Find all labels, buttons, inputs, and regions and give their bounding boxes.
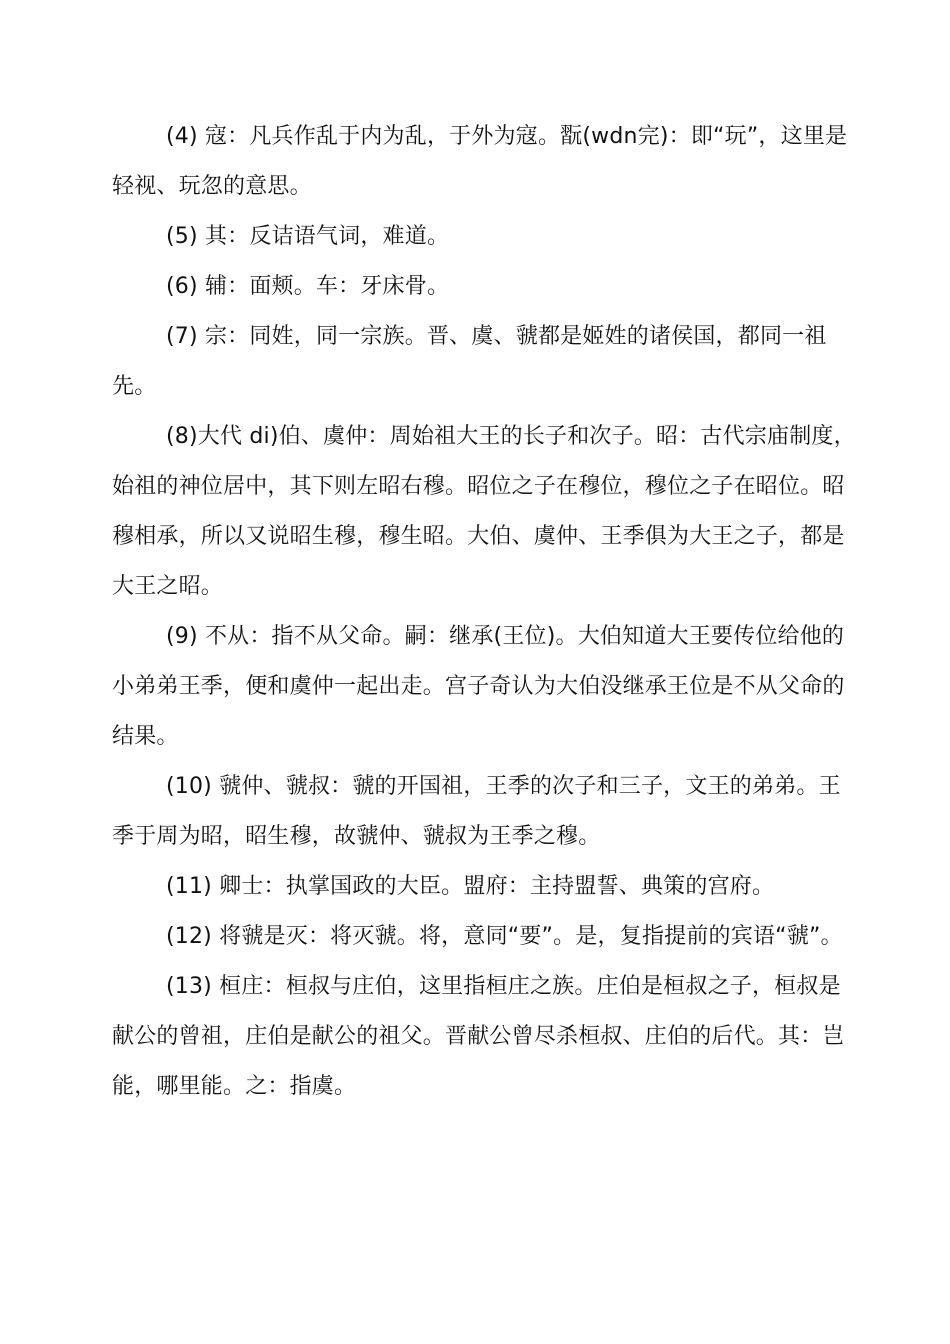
note-number: (7) [166,324,198,349]
note-number: (5) [166,224,198,249]
note-text: 辅：面颊。车：牙床骨。 [197,274,450,299]
note-number: (4) [166,124,198,149]
note-10 [112,762,857,862]
note-number: (12) [166,924,212,949]
note-text: 卿士：执掌国政的大臣。盟府：主持盟誓、典策的宫府。 [211,874,775,899]
note-text: 虢仲、虢叔：虢的开国祖，王季的次子和三子，文王的弟弟。王季于周为昭，昭生穆，故虢仲、虢叔为王季之穆。 [112,774,841,849]
note-text: 桓庄：桓叔与庄伯，这里指桓庄之族。庄伯是桓叔之子，桓叔是献公的曾祖，庄伯是献公的祖父。晋献公曾尽杀桓叔、庄伯的后代。其：岂能，哪里能。之：指虞。 [112,974,845,1099]
note-text: 不从：指不从父命。嗣：继承(王位)。大伯知道大王要传位给他的小弟弟王季，便和虞仲一起出走。宫子奇认为大伯没继承王位是不从父命的结果。 [112,624,845,749]
note-5 [112,212,857,262]
note-number: (10) [166,774,212,799]
note-text: 将虢是灭：将灭虢。将，意同“要”。是，复指提前的宾语“虢”。 [211,924,843,949]
note-4 [112,112,857,212]
note-12 [112,912,857,962]
note-6 [112,262,857,312]
note-7 [112,312,857,412]
note-13 [112,962,857,1112]
note-text: 其：反诘语气词，难道。 [197,224,450,249]
annotation-notes [112,112,857,1112]
note-text: 寇：凡兵作乱于内为乱，于外为寇。翫(wdn完)：即“玩”，这里是轻视、玩忽的意思。 [112,124,848,199]
note-11 [112,862,857,912]
note-number: (13) [166,974,212,999]
note-number: (6) [166,274,198,299]
note-number: (8) [166,424,198,449]
note-number: (9) [166,624,198,649]
note-9 [112,612,857,762]
note-number: (11) [166,874,212,899]
note-text: 宗：同姓，同一宗族。晋、虞、虢都是姬姓的诸侯国，都同一祖先。 [112,324,827,399]
note-text: 大代 di)伯、虞仲：周始祖大王的长子和次子。昭：古代宗庙制度，始祖的神位居中，其下则左昭右穆。昭位之子在穆位，穆位之子在昭位。昭穆相承，所以又说昭生穆，穆生昭。大伯、虞仲、王季俱为大王之子，都是大王之昭。 [112,424,856,599]
note-8 [112,412,857,612]
